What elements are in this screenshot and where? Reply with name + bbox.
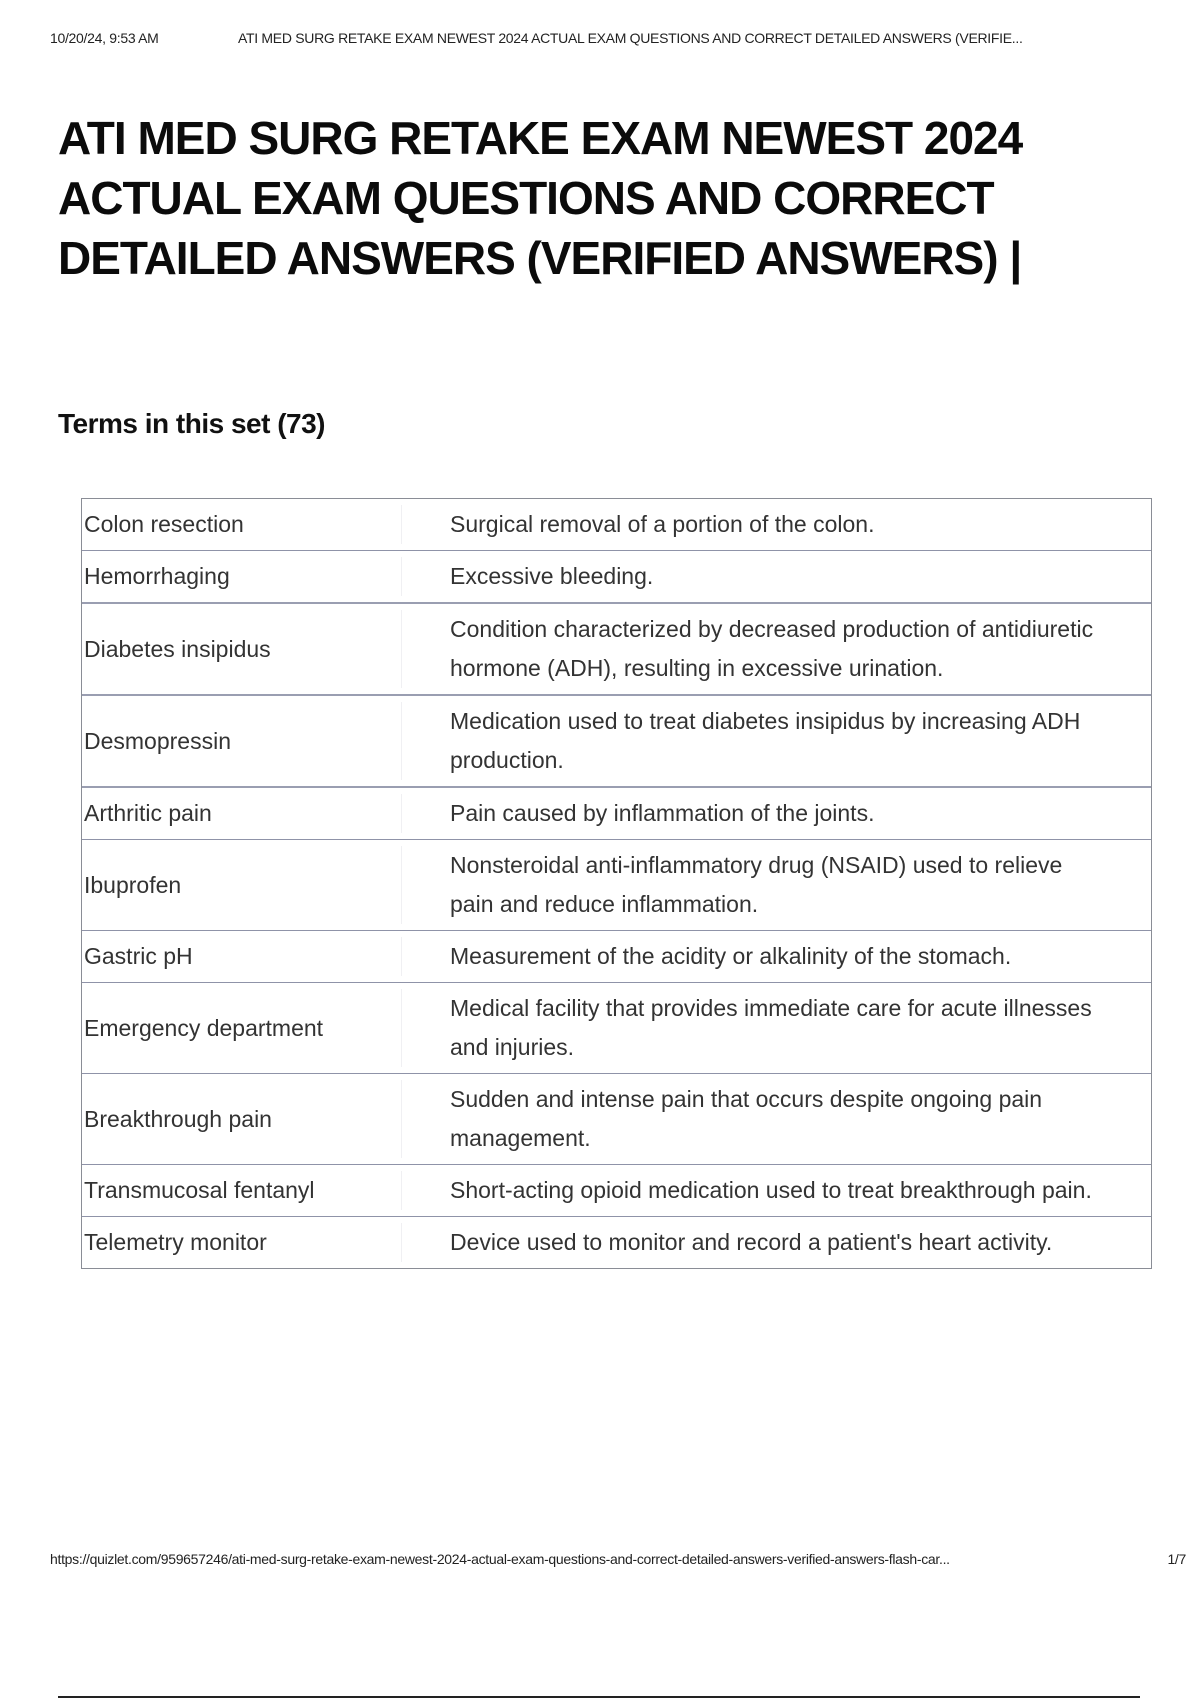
table-row bbox=[82, 604, 1151, 696]
divider bbox=[58, 1696, 1140, 1698]
table-row bbox=[82, 499, 1151, 551]
definition-cell: Excessive bleeding. bbox=[450, 563, 654, 589]
term-cell: Hemorrhaging bbox=[82, 557, 402, 596]
definition-cell: Sudden and intense pain that occurs despite ongoing pain management. bbox=[450, 1086, 1043, 1151]
table-row bbox=[82, 931, 1151, 983]
definition-cell: Measurement of the acidity or alkalinity of the stomach. bbox=[450, 943, 1012, 969]
term-cell: Diabetes insipidus bbox=[82, 610, 402, 688]
table-row bbox=[82, 551, 1151, 604]
term-cell: Colon resection bbox=[82, 505, 402, 544]
page-title: ATI MED SURG RETAKE EXAM NEWEST 2024 ACTUAL EXAM QUESTIONS AND CORRECT DETAILED ANSWERS (VERIFIED ANSWERS) | bbox=[58, 112, 1023, 284]
term-cell: Emergency department bbox=[82, 989, 402, 1067]
table-row bbox=[82, 1165, 1151, 1217]
definition-cell: Condition characterized by decreased production of antidiuretic hormone (ADH), resulting in excessive urination. bbox=[450, 616, 1094, 681]
definition-cell: Device used to monitor and record a patient's heart activity. bbox=[450, 1229, 1053, 1255]
print-datetime: 10/20/24, 9:53 AM bbox=[50, 30, 159, 46]
page-url[interactable]: https://quizlet.com/959657246/ati-med-surg-retake-exam-newest-2024-actual-exam-questions-and-correct-detailed-answers-verified-answers-flash-car... bbox=[50, 1551, 950, 1567]
term-cell: Ibuprofen bbox=[82, 846, 402, 924]
term-cell: Telemetry monitor bbox=[82, 1223, 402, 1262]
term-cell: Desmopressin bbox=[82, 702, 402, 780]
definition-cell: Medical facility that provides immediate care for acute illnesses and injuries. bbox=[450, 995, 1092, 1060]
terms-heading: Terms in this set (73) bbox=[58, 408, 326, 439]
table-row bbox=[82, 983, 1151, 1074]
table-row bbox=[82, 788, 1151, 840]
terms-table bbox=[81, 498, 1152, 1269]
print-header bbox=[50, 30, 1170, 52]
term-cell: Gastric pH bbox=[82, 937, 402, 976]
definition-cell: Pain caused by inflammation of the joints. bbox=[450, 800, 875, 826]
page-number: 1/7 bbox=[1167, 1551, 1186, 1567]
table-row bbox=[82, 696, 1151, 788]
print-doc-title: ATI MED SURG RETAKE EXAM NEWEST 2024 ACTUAL EXAM QUESTIONS AND CORRECT DETAILED ANSWERS (VERIFIE... bbox=[238, 30, 1023, 46]
table-row bbox=[82, 840, 1151, 931]
table-row bbox=[82, 1074, 1151, 1165]
definition-cell: Short-acting opioid medication used to treat breakthrough pain. bbox=[450, 1177, 1092, 1203]
table-row bbox=[82, 1217, 1151, 1268]
definition-cell: Surgical removal of a portion of the colon. bbox=[450, 511, 875, 537]
term-cell: Breakthrough pain bbox=[82, 1080, 402, 1158]
term-cell: Arthritic pain bbox=[82, 794, 402, 833]
definition-cell: Nonsteroidal anti-inflammatory drug (NSAID) used to relieve pain and reduce inflammation. bbox=[450, 852, 1063, 917]
definition-cell: Medication used to treat diabetes insipidus by increasing ADH production. bbox=[450, 708, 1081, 773]
term-cell: Transmucosal fentanyl bbox=[82, 1171, 402, 1210]
